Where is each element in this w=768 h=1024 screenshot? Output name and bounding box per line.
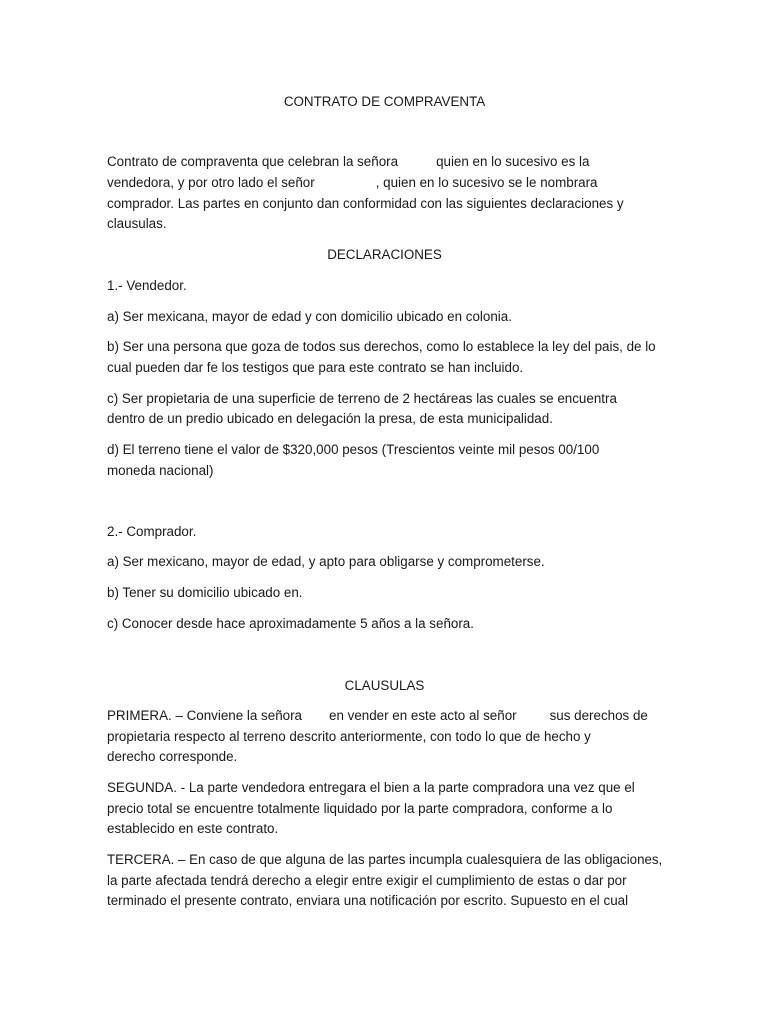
- vendedor-item-b-line-2: cual pueden dar fe los testigos que para este contrato se han incluido.: [107, 360, 524, 375]
- intro-text: , quien en lo sucesivo se le nombrara: [375, 175, 598, 190]
- segunda-line-2: precio total se encuentre totalmente liquidado por la parte compradora, conforme a lo: [107, 801, 613, 816]
- intro-line-4: clausulas.: [107, 216, 167, 231]
- primera-line-1: [107, 706, 648, 727]
- tercera-line-2: la parte afectada tendrá derecho a elegir entre exigir el cumplimiento de estas o dar por: [107, 873, 627, 888]
- primera-text: sus derechos de: [549, 708, 648, 723]
- comprador-item-c: c) Conocer desde hace aproximadamente 5 años a la señora.: [107, 616, 474, 631]
- primera-line-3: derecho corresponde.: [107, 749, 238, 764]
- comprador-heading: 2.- Comprador.: [107, 524, 197, 539]
- primera-text: en vender en este acto al señor: [329, 708, 517, 723]
- declaraciones-heading: DECLARACIONES: [327, 247, 442, 262]
- intro-line-2: [107, 173, 598, 194]
- vendedor-item-c-line-2: dentro de un predio ubicado en delegación la presa, de esta municipalidad.: [107, 411, 553, 426]
- intro-text: Contrato de compraventa que celebran la señora: [107, 154, 399, 169]
- tercera-line-3: terminado el presente contrato, enviara una notificación por escrito. Supuesto en el cual: [107, 893, 629, 908]
- vendedor-item-d-line-1: d) El terreno tiene el valor de $320,000 pesos (Trescientos veinte mil pesos 00/100: [107, 442, 600, 457]
- tercera-line-1: TERCERA. – En caso de que alguna de las partes incumpla cualesquiera de las obligaciones,: [107, 852, 663, 867]
- intro-text: quien en lo sucesivo es la: [436, 154, 590, 169]
- primera-line-2: propietaria respecto al terreno descrito anteriormente, con todo lo que de hecho y: [107, 729, 591, 744]
- document-title: CONTRATO DE COMPRAVENTA: [283, 94, 486, 109]
- intro-text: vendedora, y por otro lado el señor: [107, 175, 315, 190]
- vendedor-item-a: a) Ser mexicana, mayor de edad y con domicilio ubicado en colonia.: [107, 309, 512, 324]
- intro-line-3: comprador. Las partes en conjunto dan conformidad con las siguientes declaraciones y: [107, 196, 624, 211]
- primera-text: PRIMERA. – Conviene la señora: [107, 708, 303, 723]
- comprador-item-a: a) Ser mexicano, mayor de edad, y apto para obligarse y comprometerse.: [107, 554, 545, 569]
- intro-line-1: [107, 152, 589, 173]
- vendedor-item-c-line-1: c) Ser propietaria de una superficie de terreno de 2 hectáreas las cuales se encuentra: [107, 391, 617, 406]
- segunda-line-1: SEGUNDA. - La parte vendedora entregara el bien a la parte compradora una vez que el: [107, 780, 635, 795]
- vendedor-item-b-line-1: b) Ser una persona que goza de todos sus derechos, como lo establece la ley del pais, de lo: [107, 339, 656, 354]
- segunda-line-3: establecido en este contrato.: [107, 821, 279, 836]
- clausulas-heading: CLAUSULAS: [344, 678, 425, 693]
- comprador-item-b: b) Tener su domicilio ubicado en.: [107, 585, 303, 600]
- vendedor-heading: 1.- Vendedor.: [107, 278, 187, 293]
- vendedor-item-d-line-2: moneda nacional): [107, 463, 214, 478]
